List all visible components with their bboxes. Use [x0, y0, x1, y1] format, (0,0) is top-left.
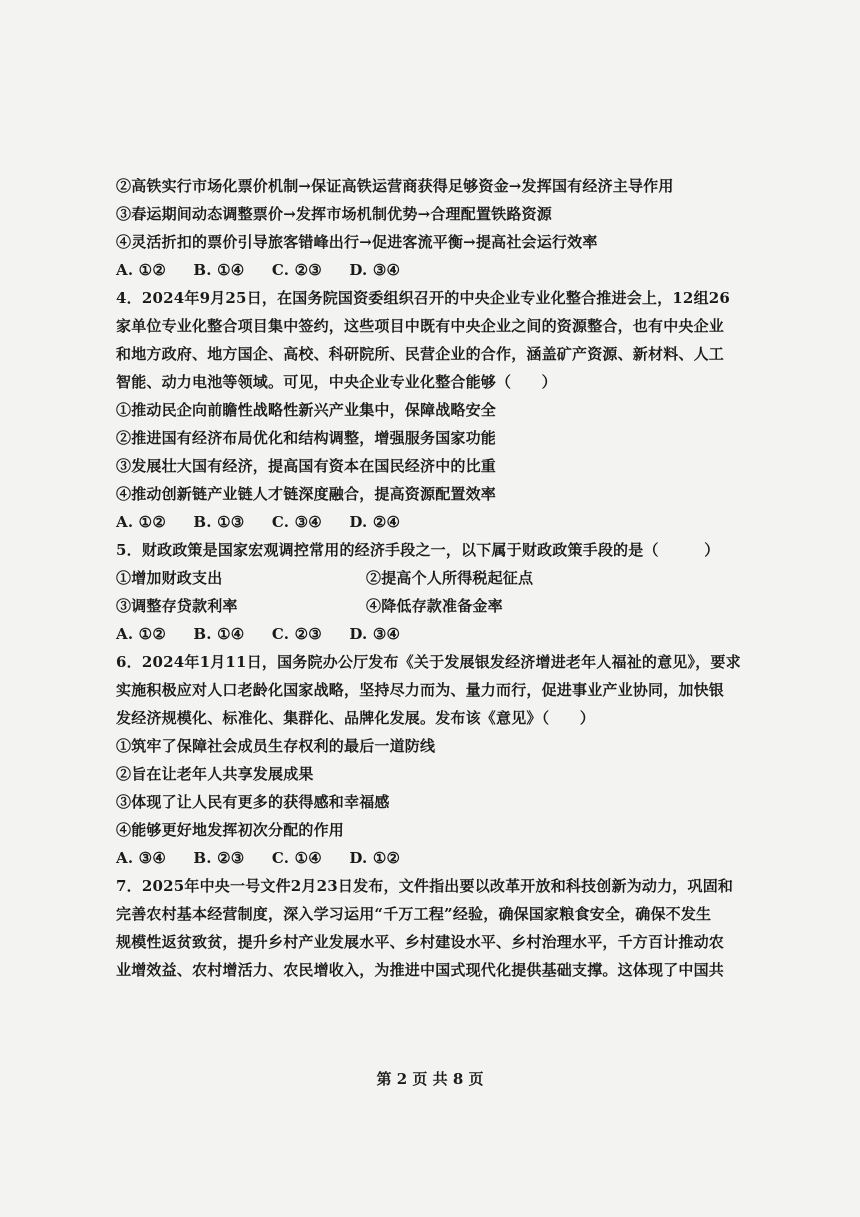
choice-d: D. ③④ [349, 625, 401, 643]
q6-option-3: ③体现了让人民有更多的获得感和幸福感 [116, 793, 390, 811]
q3-option-2: ②高铁实行市场化票价机制→保证高铁运营商获得足够资金→发挥国有经济主导作用 [116, 177, 674, 195]
q5-options-row-2 [116, 592, 748, 620]
page-number-footer: 第 2 页 共 8 页 [376, 1070, 484, 1088]
q4-option-2: ②推进国有经济布局优化和结构调整，增强服务国家功能 [116, 429, 497, 447]
q7-stem-line-3: 规模性返贫致贫，提升乡村产业发展水平、乡村建设水平、乡村治理水平，千方百计推动农 [116, 933, 725, 951]
q6-stem-line-2: 实施积极应对人口老龄化国家战略，坚持尽力而为、量力而行，促进事业产业协同，加快银 [116, 681, 725, 699]
choice-a: A. ①② [116, 513, 166, 531]
q4-option-3: ③发展壮大国有经济，提高国有资本在国民经济中的比重 [116, 457, 497, 475]
choice-b: B. ①④ [193, 261, 245, 279]
choice-d: D. ②④ [349, 513, 401, 531]
q5-option-1: ①增加财政支出 [116, 569, 223, 587]
choice-c: C. ①④ [271, 849, 322, 867]
q6-stem-line-1: 6．2024年1月11日，国务院办公厅发布《关于发展银发经济增进老年人福祉的意见》，要求 [116, 653, 741, 671]
q7-stem-line-2: 完善农村基本经营制度，深入学习运用“千万工程”经验，确保国家粮食安全，确保不发生 [116, 905, 712, 923]
q5-option-4: ④降低存款准备金率 [366, 597, 503, 615]
q5-stem: 5．财政政策是国家宏观调控常用的经济手段之一，以下属于财政政策手段的是（ ） [116, 541, 720, 559]
q4-option-1: ①推动民企向前瞻性战略性新兴产业集中，保障战略安全 [116, 401, 497, 419]
q4-stem-line-3: 和地方政府、地方国企、高校、科研院所、民营企业的合作，涵盖矿产资源、新材料、人工 [116, 345, 725, 363]
choice-d: D. ③④ [349, 261, 401, 279]
q5-options-row-1 [116, 564, 748, 592]
choice-c: C. ③④ [271, 513, 322, 531]
q5-choices [116, 620, 748, 648]
choice-a: A. ①② [116, 261, 166, 279]
choice-b: B. ②③ [193, 849, 245, 867]
q5-option-2: ②提高个人所得税起征点 [366, 569, 534, 587]
choice-a: A. ③④ [116, 849, 166, 867]
q3-option-3: ③春运期间动态调整票价→发挥市场机制优势→合理配置铁路资源 [116, 205, 552, 223]
choice-c: C. ②③ [271, 625, 322, 643]
q4-stem-line-4: 智能、动力电池等领域。可见，中央企业专业化整合能够（ ） [116, 373, 557, 391]
q5-option-3: ③调整存贷款利率 [116, 597, 238, 615]
q6-option-4: ④能够更好地发挥初次分配的作用 [116, 821, 345, 839]
choice-b: B. ①④ [193, 625, 245, 643]
question-content [116, 172, 748, 984]
q6-option-1: ①筑牢了保障社会成员生存权利的最后一道防线 [116, 737, 436, 755]
q3-choices [116, 256, 748, 284]
choice-b: B. ①③ [193, 513, 245, 531]
choice-a: A. ①② [116, 625, 166, 643]
q6-choices [116, 844, 748, 872]
q6-stem-line-3: 发经济规模化、标准化、集群化、品牌化发展。发布该《意见》（ ） [116, 709, 595, 727]
q4-choices [116, 508, 748, 536]
q4-stem-line-1: 4．2024年9月25日，在国务院国资委组织召开的中央企业专业化整合推进会上，12组26 [116, 289, 731, 307]
q4-option-4: ④推动创新链产业链人才链深度融合，提高资源配置效率 [116, 485, 497, 503]
q6-option-2: ②旨在让老年人共享发展成果 [116, 765, 314, 783]
q7-stem-line-4: 业增效益、农村增活力、农民增收入，为推进中国式现代化提供基础支撑。这体现了中国共 [116, 961, 725, 979]
q3-option-4: ④灵活折扣的票价引导旅客错峰出行→促进客流平衡→提高社会运行效率 [116, 233, 598, 251]
q4-stem-line-2: 家单位专业化整合项目集中签约，这些项目中既有中央企业之间的资源整合，也有中央企业 [116, 317, 725, 335]
choice-c: C. ②③ [271, 261, 322, 279]
q7-stem-line-1: 7．2025年中央一号文件2月23日发布，文件指出要以改革开放和科技创新为动力，巩固和 [116, 877, 734, 895]
choice-d: D. ①② [349, 849, 401, 867]
